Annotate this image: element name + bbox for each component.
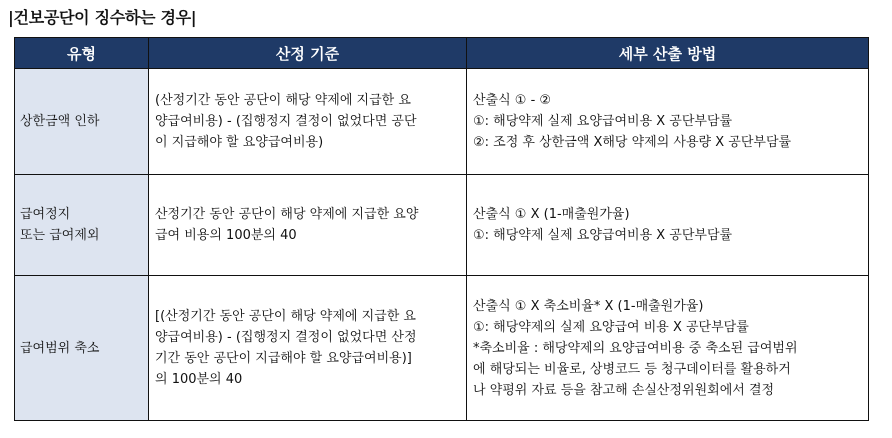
row-type: 급여정지 또는 급여제외 <box>15 175 149 276</box>
row-criteria: [(산정기간 동안 공단이 해당 약제에 지급한 요 양급여비용) - (집행정지 결정이 없었다면 산정 기간 동안 공단이 지급해야 할 요양급여비용)] 의 100분의 40 <box>149 276 467 421</box>
row-method: 산출식 ① X (1-매출원가율) ①: 해당약제 실제 요양급여비용 X 공단부담률 <box>467 175 869 276</box>
section-title: |건보공단이 징수하는 경우| <box>8 8 197 27</box>
row-criteria: 산정기간 동안 공단이 해당 약제에 지급한 요양 급여 비용의 100분의 40 <box>149 175 467 276</box>
table-row <box>15 276 869 421</box>
table-row <box>15 69 869 175</box>
row-method: 산출식 ① - ② ①: 해당약제 실제 요양급여비용 X 공단부담률 ②: 조정 후 상한금액 X해당 약제의 사용량 X 공단부담률 <box>467 69 869 175</box>
row-criteria: (산정기간 동안 공단이 해당 약제에 지급한 요 양급여비용) - (집행정지 결정이 없었다면 공단 이 지급해야 할 요양급여비용) <box>149 69 467 175</box>
row-type: 급여범위 축소 <box>15 276 149 421</box>
header-type: 유형 <box>15 38 149 69</box>
row-type: 상한금액 인하 <box>15 69 149 175</box>
table-row <box>15 175 869 276</box>
header-criteria: 산정 기준 <box>149 38 467 69</box>
row-method: 산출식 ① X 축소비율* X (1-매출원가율) ①: 해당약제의 실제 요양급여 비용 X 공단부담률 *축소비율 : 해당약제의 요양급여비용 중 축소된 급여범위 에 해당되는 비율로, 상병코드 등 청구데이터를 활용하거 나 약평위 자료 등을 참고해 손실산정위원회에서 결정 <box>467 276 869 421</box>
header-method: 세부 산출 방법 <box>467 38 869 69</box>
recovery-table <box>14 37 869 421</box>
header-row <box>15 38 869 69</box>
